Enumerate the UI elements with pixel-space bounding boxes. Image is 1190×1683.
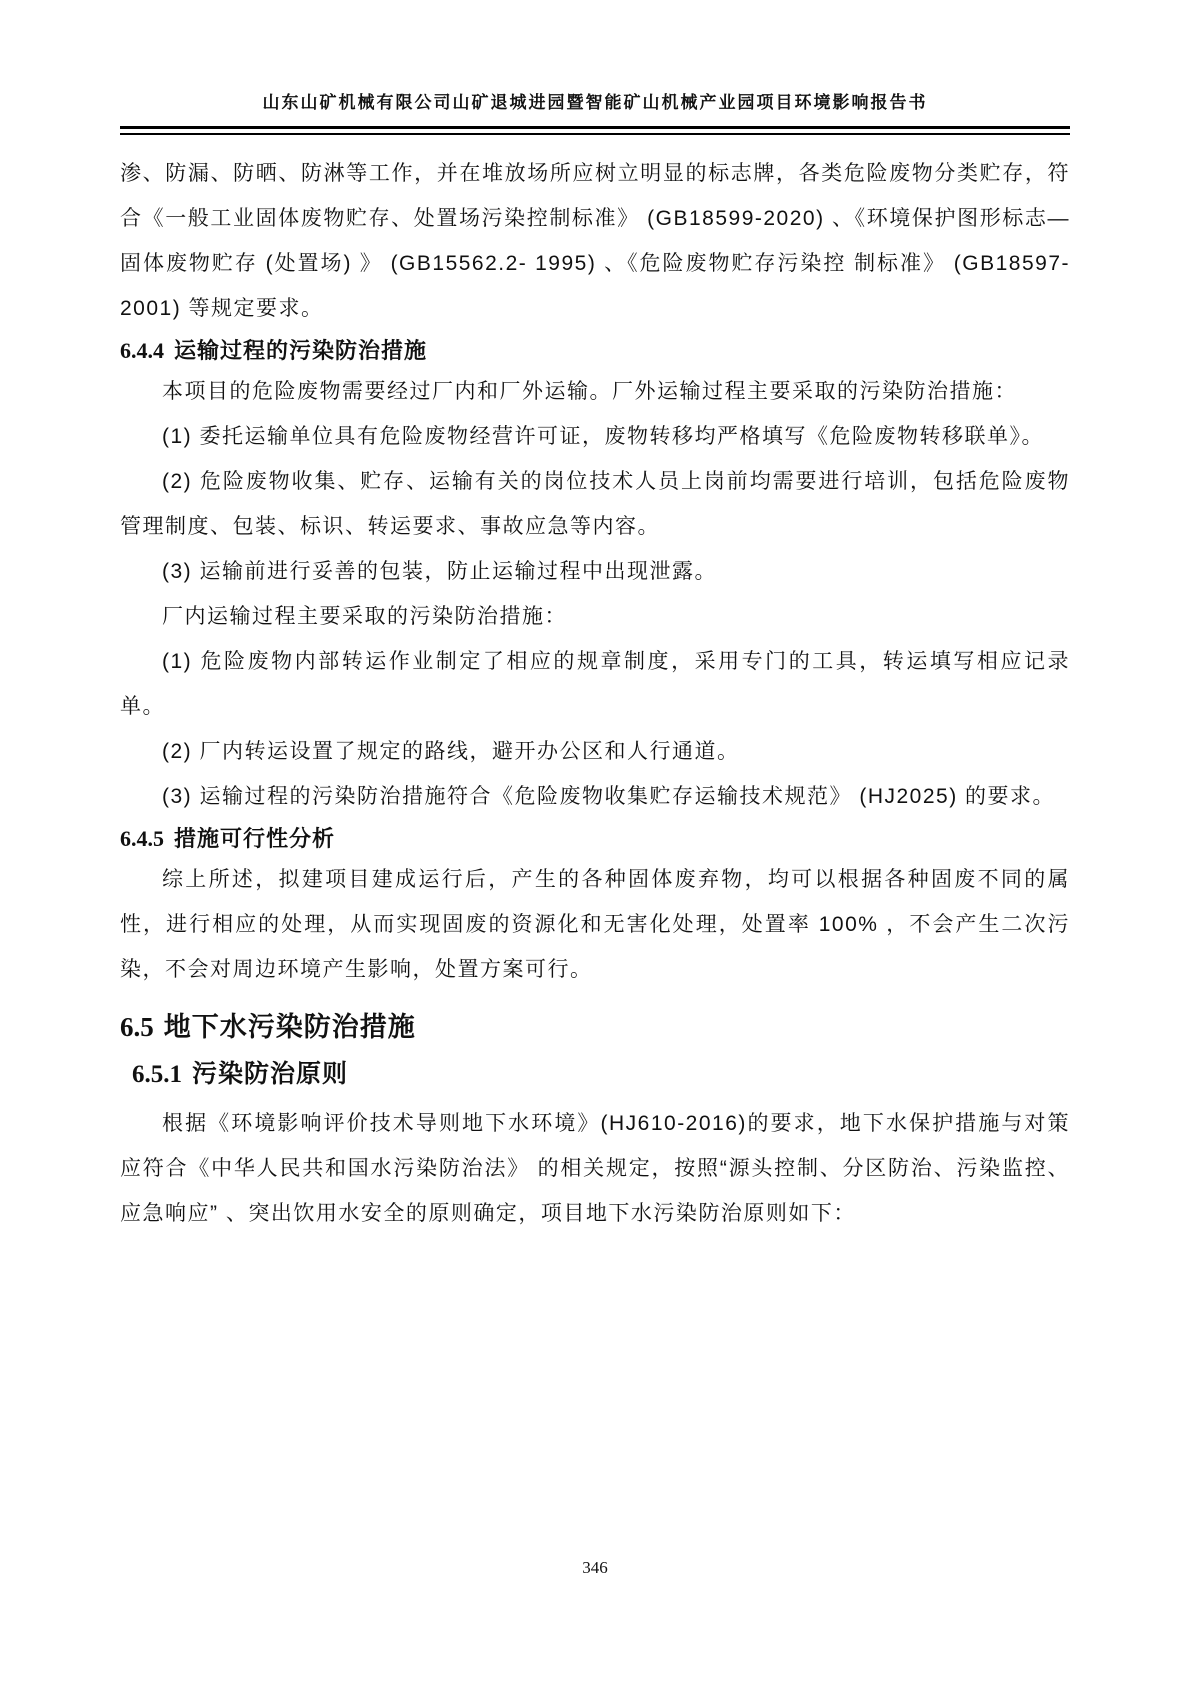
heading-6-5: [120, 1010, 1070, 1044]
page-number: 346: [582, 1558, 608, 1577]
heading-number: 6.5.1: [132, 1061, 182, 1088]
paragraph-internal-1: (1) 危险废物内部转运作业制定了相应的规章制度，采用专门的工具，转运填写相应记录单。: [120, 650, 1070, 718]
heading-6-4-5: [120, 825, 1070, 853]
paragraph-carryover-storage-standards: 渗、防漏、防晒、防淋等工作，并在堆放场所应树立明显的标志牌，各类危险废物分类贮存，符合《一般工业固体废物贮存、处置场污染控制标准》 (GB18599-2020) 、《环境保护图形标志— 固体废物贮存 (处置场) 》 (GB15562.2- 1995) 、《危险废物贮存污染控 制标准》 (GB18597-2001) 等规定要求。: [120, 162, 1070, 320]
page-footer: [0, 1558, 1190, 1578]
paragraph-external-1: (1) 委托运输单位具有危险废物经营许可证，废物转移均严格填写《危险废物转移联单》。: [162, 425, 1044, 448]
heading-text: 污染防治原则: [192, 1060, 349, 1088]
heading-number: 6.4.4: [120, 338, 164, 363]
paragraph-internal-3: (3) 运输过程的污染防治措施符合《危险废物收集贮存运输技术规范》 (HJ2025) 的要求。: [162, 785, 1056, 808]
header-divider: [120, 126, 1070, 135]
heading-6-4-4: [120, 337, 1070, 365]
heading-6-5-1: [120, 1058, 1070, 1091]
paragraph-transport-intro: 本项目的危险废物需要经过厂内和厂外运输。厂外运输过程主要采取的污染防治措施：: [162, 380, 1017, 403]
heading-text: 措施可行性分析: [174, 826, 336, 851]
paragraph-internal-2: (2) 厂内转运设置了规定的路线，避开办公区和人行通道。: [162, 740, 740, 763]
paragraph-groundwater-principles: 根据《环境影响评价技术导则地下水环境》(HJ610-2016)的要求，地下水保护措施与对策应符合《中华人民共和国水污染防治法》 的相关规定，按照“源头控制、分区防治、污染监控、应急响应” 、突出饮用水安全的原则确定，项目地下水污染防治原则如下：: [120, 1112, 1070, 1225]
heading-number: 6.4.5: [120, 826, 164, 851]
heading-text: 地下水污染防治措施: [163, 1012, 416, 1042]
heading-number: 6.5: [120, 1012, 154, 1042]
paragraph-external-2: (2) 危险废物收集、贮存、运输有关的岗位技术人员上岗前均需要进行培训，包括危险废物管理制度、包装、标识、转运要求、事故应急等内容。: [120, 470, 1070, 538]
paragraph-feasibility: 综上所述，拟建项目建成运行后，产生的各种固体废弃物，均可以根据各种固废不同的属性，进行相应的处理，从而实现固废的资源化和无害化处理，处置率 100% ，不会产生二次污染，不会对周边环境产生影响，处置方案可行。: [120, 868, 1070, 981]
heading-text: 运输过程的污染防治措施: [174, 338, 428, 363]
document-content: [0, 135, 1190, 1236]
report-title: 山东山矿机械有限公司山矿退城进园暨智能矿山机械产业园项目环境影响报告书: [262, 93, 928, 112]
paragraph-external-3: (3) 运输前进行妥善的包装，防止运输过程中出现泄露。: [162, 560, 717, 583]
paragraph-internal-intro: 厂内运输过程主要采取的污染防治措施：: [162, 605, 567, 628]
page-header: [0, 0, 1190, 135]
